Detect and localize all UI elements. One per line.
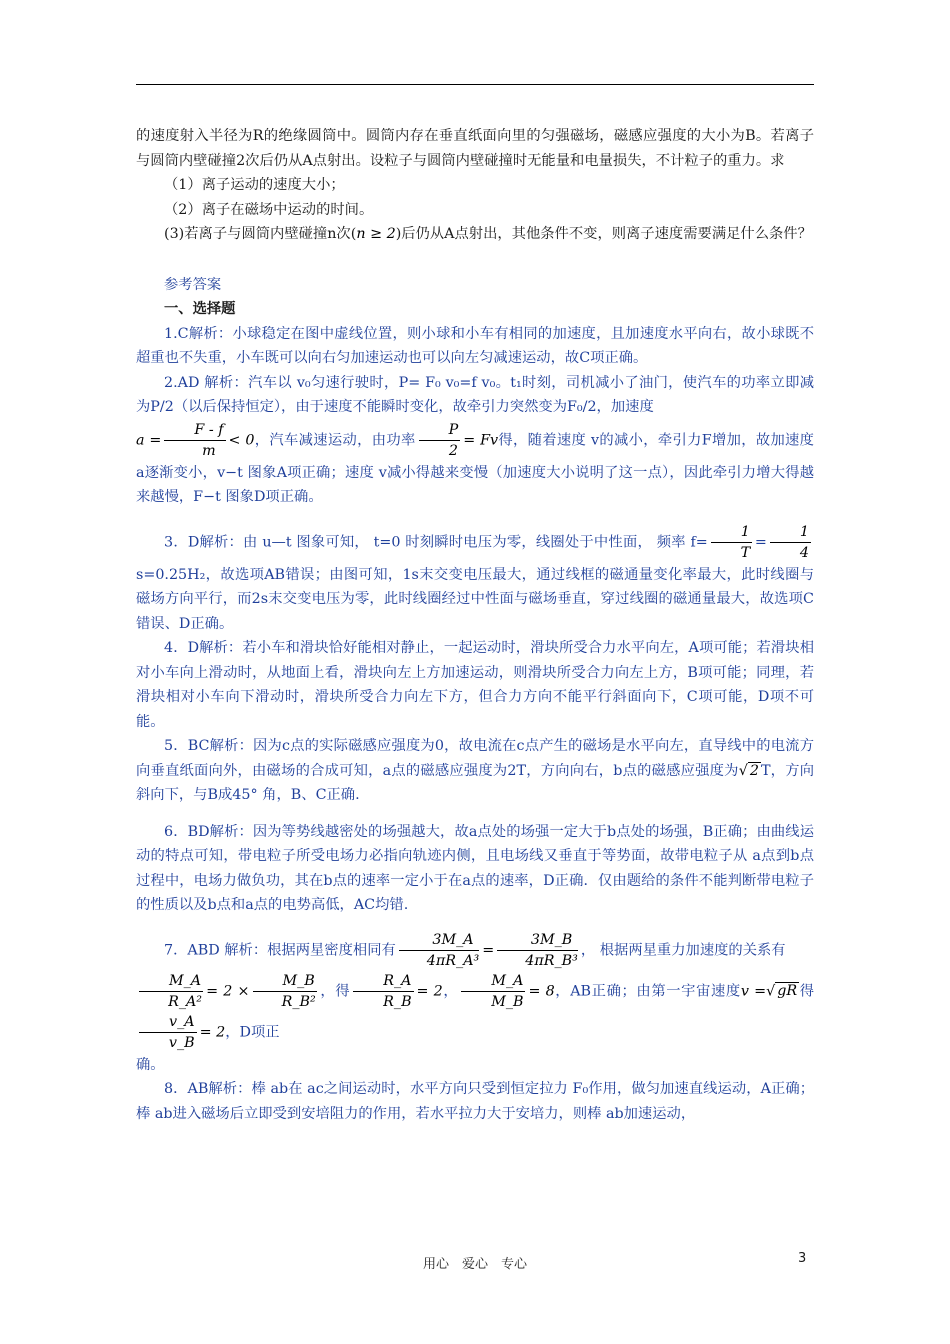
fraction: $\frac{3M\_B}{\text{4πR\_B³}}$ (497, 930, 578, 971)
document-body (136, 124, 814, 1126)
answer-3: 3．D解析：由 u—t 图象可知， t=0 时刻瞬时电压为零，线圈处于中性面， 频率 f= $\frac{1}{T}$ = $\frac{1}{4}$ s=0.25H₂，故选项AB错误；由图可知，1s末交变电压最大，通过线框的磁通量变化率最大，此时线圈与磁场方向平行，而2s末交变电压为零，此时线圈经过中性面与磁场垂直，穿过线圈的磁通量最大，故选项C错误、D正确。 (136, 523, 814, 632)
question-2: （2）离子在磁场中运动的时间。 (164, 201, 374, 218)
question-3: (3)若离子与圆筒内壁碰撞n次(n ≥ 2)后仍从A点射出，其他条件不变，则离子速度需要满足什么条件？ (164, 226, 812, 242)
page-number: 3 (798, 1251, 807, 1266)
answer-1: 1.C解析：小球稳定在图中虚线位置，则小球和小车有相同的加速度，且加速度水平向右，故小球既不超重也不失重，小车既可以向右匀加速运动也可以向左匀减速运动，故C项正确。 (136, 325, 814, 366)
answer-4: 4．D解析：若小车和滑块恰好能相对静止，一起运动时，滑块所受合力水平向左，A项可能；若滑块相对小车向上滑动时，从地面上看，滑块向左上方加速运动，则滑块所受合力向左上方，B项可能；同理，若滑块相对小车向下滑动时，滑块所受合力向左下方，但合力方向不能平行斜面向下，C项可能，D项不可能。 (136, 640, 814, 730)
header-rule (136, 84, 814, 85)
answer-2: 2.AD 解析：汽车以 v₀匀速行驶时，P= F₀ v₀=f v₀。t₁时刻，司机减小了油门，使汽车的功率立即减为P/2（以后保持恒定），由于速度不能瞬时变化，故牵引力突然变为F₀/2，加速度 a = $\frac{F - f}{m}$ < 0，汽车减速运动，由功率 $\frac{P}{2}$ = Fv得，随着速度 v的减小，牵引力F增加，故加速度 a逐渐变小，v−t 图象A项正确；速度 v减小得越来变慢（加速度大小说明了这一点），因此牵引力增大得越来越慢，F−t 图象D项正确。 (136, 374, 814, 505)
q3-inequality: n ≥ 2 (356, 226, 396, 242)
sqrt: √ 2 (738, 762, 759, 779)
fraction: $\frac{v\_A}{v\_B}$ (139, 1012, 197, 1053)
problem-text: 的速度射入半径为R的绝缘圆筒中。圆筒内存在垂直纸面向里的匀强磁场，磁感应强度的大小为B。若离子与圆筒内壁碰撞2次后仍从A点射出。设粒子与圆筒内壁碰撞时无能量和电量损失，不计粒子的重力。求 (136, 128, 814, 169)
fraction: $\frac{P}{2}$ (419, 420, 461, 461)
fraction: $\frac{R\_A}{R\_B}$ (353, 971, 413, 1012)
answers-title: 参考答案 (164, 276, 222, 293)
answer-5: 5．BC解析：因为c点的实际磁感应强度为0，故电流在c点产生的磁场是水平向左，直导线中的电流方向垂直纸面向外，由磁场的合成可知，a点的磁感应强度为2T，方向向右，b点的磁感应强度为√ 2 T，方向斜向下，与B成45° 角，B、C正确. (136, 738, 814, 803)
question-1: （1）离子运动的速度大小； (164, 177, 345, 193)
fraction: $\frac{M\_A}{M\_B}$ (461, 971, 525, 1012)
answer-8: 8．AB解析：棒 ab在 ac之间运动时，水平方向只受到恒定拉力 F₀作用，做匀加速直线运动，A正确；棒 ab进入磁场后立即受到安培阻力的作用，若水平拉力大于安培力，则棒 ab加速运动， (136, 1081, 814, 1122)
fraction: $\frac{1}{T}$ (711, 522, 752, 563)
fraction: $\frac{F - f}{m}$ (164, 420, 225, 461)
answer-7: 7．ABD 解析：根据两星密度相同有 $\frac{3M\_A}{\text{4πR\_A³}}$ = $\frac{3M\_B}{\text{4πR\_B³}}$ ， 根据两星重力加速度的关系有 $\frac{M\_A}{\text{R\_A²}}$ = 2 × $\frac{M\_B}{\text{R\_B²}}$ ，得 $\frac{R\_A}{R\_B}$ = 2， $\frac{M\_A}{M\_B}$ = 8，AB正确；由第一宇宙速度v =√ gR 得 $\frac{v\_A}{v\_B}$ = 2，D项正 确。 (136, 931, 815, 1073)
fraction: $\frac{3M\_A}{\text{4πR\_A³}}$ (399, 930, 479, 971)
fraction: $\frac{M\_A}{\text{R\_A²}}$ (139, 971, 203, 1012)
answer-6: 6．BD解析：因为等势线越密处的场强越大，故a点处的场强一定大于b点处的场强，B正确；由曲线运动的特点可知，带电粒子所受电场力必指向轨迹内侧，且电场线又垂直于等势面，故带电粒子从 a点到b点过程中，电场力做负功，其在b点的速率一定小于在a点的速率，D正确．仅由题给的条件不能判断带电粒子的性质以及b点和a点的电势高低，AC均错. (136, 823, 814, 913)
fraction: $\frac{M\_B}{\text{R\_B²}}$ (253, 971, 317, 1012)
sqrt: √ gR (766, 983, 798, 999)
footer-motto: 用心 爱心 专心 (422, 1257, 527, 1272)
section-heading: 一、选择题 (164, 301, 236, 317)
fraction: $\frac{1}{4}$ (770, 522, 811, 563)
